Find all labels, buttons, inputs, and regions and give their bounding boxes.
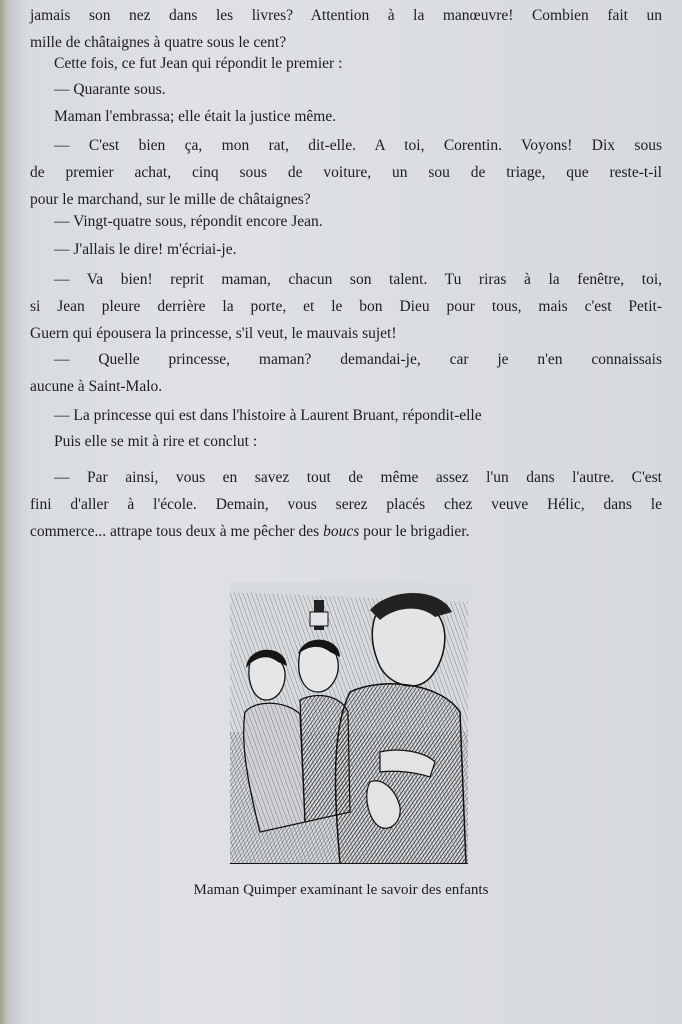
paragraph — [30, 266, 662, 347]
book-spine-shadow — [0, 0, 12, 1024]
paragraph — [30, 464, 662, 545]
text-line: mille de châtaignes à quatre sous le cent? — [30, 34, 287, 51]
text-line-end: pour le brigadier. — [363, 523, 470, 540]
text-line: — Quarante sous. — [54, 81, 166, 98]
figure-caption: Maman Quimper examinant le savoir des enfants — [193, 882, 489, 898]
paragraph — [30, 132, 662, 213]
text-line: — C'est bien ça, mon rat, dit-elle. A toi, Corentin. Voyons! Dix sous — [54, 137, 662, 154]
text-line: — Par ainsi, vous en savez tout de même assez l'un dans l'autre. C'est — [54, 469, 662, 486]
text-line: jamais son nez dans les livres? Attention à la manœuvre! Combien fait un — [30, 7, 662, 24]
text-line: — La princesse qui est dans l'histoire à Laurent Bruant, répondit-elle — [54, 407, 482, 424]
text-line-start: commerce... attrape tous deux à me pêcher des — [30, 523, 320, 540]
text-line: si Jean pleure derrière la porte, et le bon Dieu pour tous, mais c'est Petit- — [30, 298, 662, 315]
text-line: Guern qui épousera la princesse, s'il veut, le mauvais sujet! — [30, 325, 397, 342]
text-line: fini d'aller à l'école. Demain, vous serez placés chez veuve Hélic, dans le — [30, 496, 662, 513]
text-line: — Vingt-quatre sous, répondit encore Jean. — [54, 213, 323, 230]
paragraph — [30, 208, 682, 235]
text-line — [30, 518, 662, 545]
paragraph — [30, 103, 682, 130]
paragraph — [30, 76, 682, 103]
paragraph — [30, 50, 682, 77]
paragraph — [30, 346, 662, 400]
paragraph — [30, 428, 682, 455]
text-line: Maman l'embrassa; elle était la justice même. — [54, 108, 337, 125]
italic-word: boucs — [323, 523, 360, 540]
text-line: de premier achat, cinq sous de voiture, un sou de triage, que reste-t-il — [30, 164, 662, 181]
text-line: Cette fois, ce fut Jean qui répondit le premier : — [54, 55, 343, 72]
engraving-illustration — [230, 582, 468, 864]
paragraph — [30, 402, 682, 429]
paragraph-question — [30, 2, 662, 56]
paragraph — [30, 236, 682, 263]
text-line: — Va bien! reprit maman, chacun son talent. Tu riras à la fenêtre, toi, — [54, 271, 662, 288]
text-line: Puis elle se mit à rire et conclut : — [54, 433, 258, 450]
text-line: — J'allais le dire! m'écriai-je. — [54, 241, 237, 258]
text-line: aucune à Saint-Malo. — [30, 378, 163, 395]
text-line: — Quelle princesse, maman? demandai-je, car je n'en connaissais — [54, 351, 662, 368]
text-line: pour le marchand, sur le mille de châtaignes? — [30, 191, 311, 208]
